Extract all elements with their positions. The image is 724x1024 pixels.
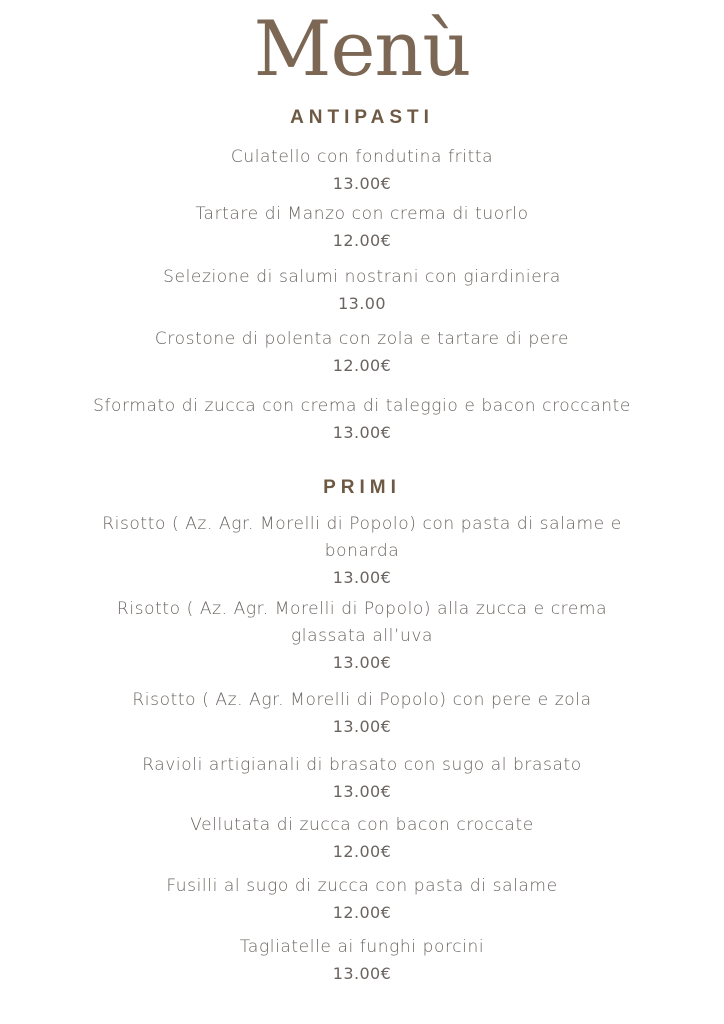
menu-item-price: 12.00€ xyxy=(332,231,392,250)
menu-item-price: 13.00€ xyxy=(332,964,392,983)
menu-item xyxy=(60,873,664,926)
menu-item-name: Vellutata di zucca con bacon croccate xyxy=(190,815,534,835)
menu-item xyxy=(105,596,619,676)
menu-item-name: Selezione di salumi nostrani con giardiniera xyxy=(163,267,561,287)
menu-item xyxy=(60,752,664,805)
menu-item xyxy=(60,326,664,379)
menu-item-name: Fusilli al sugo di zucca con pasta di salame xyxy=(166,876,558,896)
menu-item-name: Tagliatelle ai funghi porcini xyxy=(239,937,485,957)
menu-item-price: 13.00 xyxy=(338,294,386,313)
menu-item xyxy=(60,201,664,254)
menu-item xyxy=(60,144,664,197)
menu-item-price: 13.00€ xyxy=(332,653,392,672)
menu-item xyxy=(40,393,684,446)
menu-item-name: Culatello con fondutina fritta xyxy=(230,147,494,167)
menu-item-name: Tartare di Manzo con crema di tuorlo xyxy=(195,204,529,224)
menu-item-name: Risotto ( Az. Agr. Morelli di Popolo) con pere e zola xyxy=(132,690,592,710)
menu-item-price: 12.00€ xyxy=(332,356,392,375)
menu-item xyxy=(60,687,664,740)
section-heading-primi: PRIMI xyxy=(323,477,401,498)
menu-item-price: 13.00€ xyxy=(332,174,392,193)
menu-item xyxy=(95,511,629,591)
menu-item-price: 13.00€ xyxy=(332,568,392,587)
menu-item-price: 12.00€ xyxy=(332,903,392,922)
menu-item-name: Crostone di polenta con zola e tartare di pere xyxy=(154,329,570,349)
menu-item xyxy=(60,812,664,865)
menu-item-price: 13.00€ xyxy=(332,782,392,801)
menu-item-price: 13.00€ xyxy=(332,423,392,442)
menu-item xyxy=(60,264,664,317)
menu-title: Menù xyxy=(253,4,471,93)
menu-item-price: 12.00€ xyxy=(332,842,392,861)
menu-item-price: 13.00€ xyxy=(332,717,392,736)
section-heading-antipasti: ANTIPASTI xyxy=(290,107,434,128)
menu-item-name: Sformato di zucca con crema di taleggio e bacon croccante xyxy=(93,396,631,416)
menu-item-name: Ravioli artigianali di brasato con sugo al brasato xyxy=(142,755,582,775)
menu-item-name: Risotto ( Az. Agr. Morelli di Popolo) con pasta di salame e bonarda xyxy=(102,514,622,561)
menu-item xyxy=(60,934,664,987)
menu-item-name: Risotto ( Az. Agr. Morelli di Popolo) alla zucca e crema glassata all’uva xyxy=(116,599,608,646)
